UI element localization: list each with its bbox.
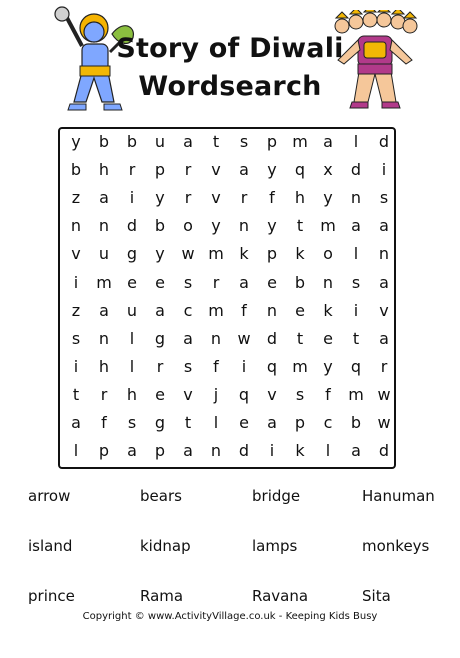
grid-letter: s: [183, 272, 193, 292]
grid-letter: o: [323, 244, 333, 264]
grid-letter: b: [126, 132, 138, 151]
grid-letter: g: [154, 328, 166, 348]
grid-letter: w: [237, 328, 251, 348]
grid-letter: n: [378, 244, 390, 264]
grid-letter: r: [184, 160, 192, 180]
grid-letter: k: [295, 244, 305, 264]
grid-letter: e: [323, 328, 333, 348]
copyright-notice: Copyright © www.ActivityVillage.co.uk - Keeping Kids Busy: [82, 611, 378, 622]
grid-letter: r: [380, 356, 388, 376]
grid-letter: m: [208, 244, 224, 264]
grid-letter: d: [378, 132, 390, 151]
grid-letter: v: [267, 384, 277, 404]
grid-letter: d: [350, 160, 362, 180]
grid-letter: x: [323, 160, 333, 180]
grid-letter: n: [98, 328, 110, 348]
grid-letter: l: [129, 356, 135, 376]
grid-letter: k: [239, 244, 249, 264]
grid-letter: h: [126, 384, 138, 404]
grid-letter: n: [210, 328, 222, 348]
grid-letter: e: [295, 300, 305, 320]
grid-letter: t: [212, 132, 220, 151]
grid-letter: i: [241, 356, 247, 376]
grid-letter: m: [208, 300, 224, 320]
grid-letter: i: [353, 300, 359, 320]
grid-letter: z: [71, 300, 81, 320]
grid-letter: a: [99, 300, 109, 320]
grid-letter: d: [238, 441, 250, 461]
grid-letter: i: [381, 160, 387, 180]
grid-letter: s: [239, 132, 249, 151]
grid-letter: t: [72, 384, 80, 404]
grid-letter: t: [296, 216, 304, 236]
grid-letter: a: [351, 216, 361, 236]
grid-letter: b: [350, 413, 362, 432]
grid-letter: a: [379, 272, 389, 292]
grid-letter: e: [155, 384, 165, 404]
grid-letter: u: [126, 300, 138, 320]
grid-letter: t: [184, 413, 192, 432]
grid-letter: s: [379, 188, 389, 208]
grid-letter: a: [323, 132, 333, 151]
word-list-item: kidnap: [140, 537, 191, 555]
grid-letter: e: [267, 272, 277, 292]
grid-letter: w: [181, 244, 195, 264]
grid-letter: d: [126, 216, 138, 236]
title-line-2: Wordsearch: [138, 71, 322, 102]
grid-letter: d: [266, 328, 278, 348]
grid-letter: s: [127, 413, 137, 432]
word-list-item: Hanuman: [362, 487, 435, 505]
grid-letter: p: [266, 132, 278, 151]
grid-letter: a: [267, 413, 277, 432]
grid-letter: a: [71, 413, 81, 432]
grid-letter: l: [129, 328, 135, 348]
grid-letter: r: [100, 384, 108, 404]
grid-letter: p: [266, 244, 278, 264]
grid-letter: a: [127, 441, 137, 461]
grid-letter: f: [325, 384, 331, 404]
grid-letter: c: [323, 413, 333, 432]
grid-letter: l: [325, 441, 331, 461]
grid-letter: b: [294, 272, 306, 292]
grid-letter: c: [183, 300, 193, 320]
grid-letter: y: [155, 188, 165, 208]
grid-letter: f: [241, 300, 247, 320]
grid-letter: i: [73, 356, 79, 376]
grid-letter: a: [155, 300, 165, 320]
grid-letter: d: [378, 441, 390, 461]
grid-letter: h: [294, 188, 306, 208]
grid-letter: n: [98, 216, 110, 236]
grid-letter: v: [211, 188, 221, 208]
grid-letter: a: [99, 188, 109, 208]
grid-letter: r: [128, 160, 136, 180]
grid-letter: r: [184, 188, 192, 208]
grid-letter: v: [183, 384, 193, 404]
grid-letter: n: [238, 216, 250, 236]
word-list-item: island: [28, 537, 73, 555]
grid-letter: h: [98, 356, 110, 376]
grid-letter: s: [295, 384, 305, 404]
grid-letter: l: [353, 244, 359, 264]
grid-letter: f: [269, 188, 275, 208]
grid-letter: y: [323, 188, 333, 208]
grid-letter: s: [351, 272, 361, 292]
grid-letter: p: [154, 160, 166, 180]
page-title: [110, 30, 350, 106]
grid-letter: n: [266, 300, 278, 320]
grid-letter: a: [379, 328, 389, 348]
grid-letter: b: [98, 132, 110, 151]
word-list-item: lamps: [252, 537, 298, 555]
grid-letter: k: [295, 441, 305, 461]
word-list-item: arrow: [28, 487, 71, 505]
grid-letter: i: [73, 272, 79, 292]
grid-letter: g: [154, 413, 166, 432]
grid-letter: q: [266, 356, 278, 376]
grid-letter: p: [294, 413, 306, 432]
grid-letter: y: [211, 216, 221, 236]
grid-letter: a: [183, 328, 193, 348]
grid-letter: b: [154, 216, 166, 236]
grid-letter: m: [292, 356, 308, 376]
grid-letter: y: [323, 356, 333, 376]
grid-letter: p: [154, 441, 166, 461]
grid-letter: k: [323, 300, 333, 320]
grid-letter: i: [129, 188, 135, 208]
grid-letter: f: [213, 356, 219, 376]
grid-letter: a: [183, 132, 193, 151]
grid-letter: g: [126, 244, 138, 264]
grid-letter: e: [127, 272, 137, 292]
grid-letter: m: [348, 384, 364, 404]
grid-letter: v: [211, 160, 221, 180]
grid-letter: r: [240, 188, 248, 208]
grid-letter: y: [267, 160, 277, 180]
grid-letter: a: [183, 441, 193, 461]
word-list-item: prince: [28, 587, 75, 605]
grid-letter: s: [71, 328, 81, 348]
grid-letter: w: [377, 384, 391, 404]
word-list-item: Rama: [140, 587, 184, 605]
grid-letter: s: [183, 356, 193, 376]
grid-letter: q: [294, 160, 306, 180]
title-line-1: Story of Diwali: [116, 33, 344, 64]
grid-letter: u: [154, 132, 166, 151]
grid-letter: w: [377, 413, 391, 432]
grid-letter: n: [70, 216, 82, 236]
grid-letter: a: [239, 272, 249, 292]
grid-letter: u: [98, 244, 110, 264]
grid-letter: q: [350, 356, 362, 376]
grid-letter: h: [98, 160, 110, 180]
grid-letter: m: [292, 132, 308, 151]
grid-letter: e: [155, 272, 165, 292]
grid-letter: b: [70, 160, 82, 180]
grid-letter: p: [98, 441, 110, 461]
grid-letter: a: [351, 441, 361, 461]
grid-letter: t: [296, 328, 304, 348]
word-list-item: Sita: [362, 587, 391, 605]
word-list-item: bridge: [252, 487, 301, 505]
word-list-item: bears: [140, 487, 182, 505]
grid-letter: a: [239, 160, 249, 180]
grid-letter: a: [379, 216, 389, 236]
grid-letter: n: [322, 272, 334, 292]
grid-letter: y: [155, 244, 165, 264]
grid-letter: m: [320, 216, 336, 236]
grid-letter: f: [101, 413, 107, 432]
grid-letter: v: [379, 300, 389, 320]
grid-letter: o: [183, 216, 193, 236]
grid-letter: y: [71, 132, 81, 151]
grid-letter: n: [350, 188, 362, 208]
grid-letter: l: [213, 413, 219, 432]
grid-letter: z: [71, 188, 81, 208]
grid-letter: e: [239, 413, 249, 432]
grid-letter: i: [269, 441, 275, 461]
grid-letter: l: [353, 132, 359, 151]
grid-letter: n: [210, 441, 222, 461]
grid-letter: v: [71, 244, 81, 264]
grid-letter: y: [267, 216, 277, 236]
word-list-item: Ravana: [252, 587, 309, 605]
grid-letter: r: [212, 272, 220, 292]
grid-letter: r: [156, 356, 164, 376]
grid-letter: t: [352, 328, 360, 348]
grid-letter: q: [238, 384, 250, 404]
grid-letter: j: [213, 384, 219, 404]
grid-letter: l: [73, 441, 79, 461]
grid-letter: m: [96, 272, 112, 292]
word-list-item: monkeys: [362, 537, 430, 555]
